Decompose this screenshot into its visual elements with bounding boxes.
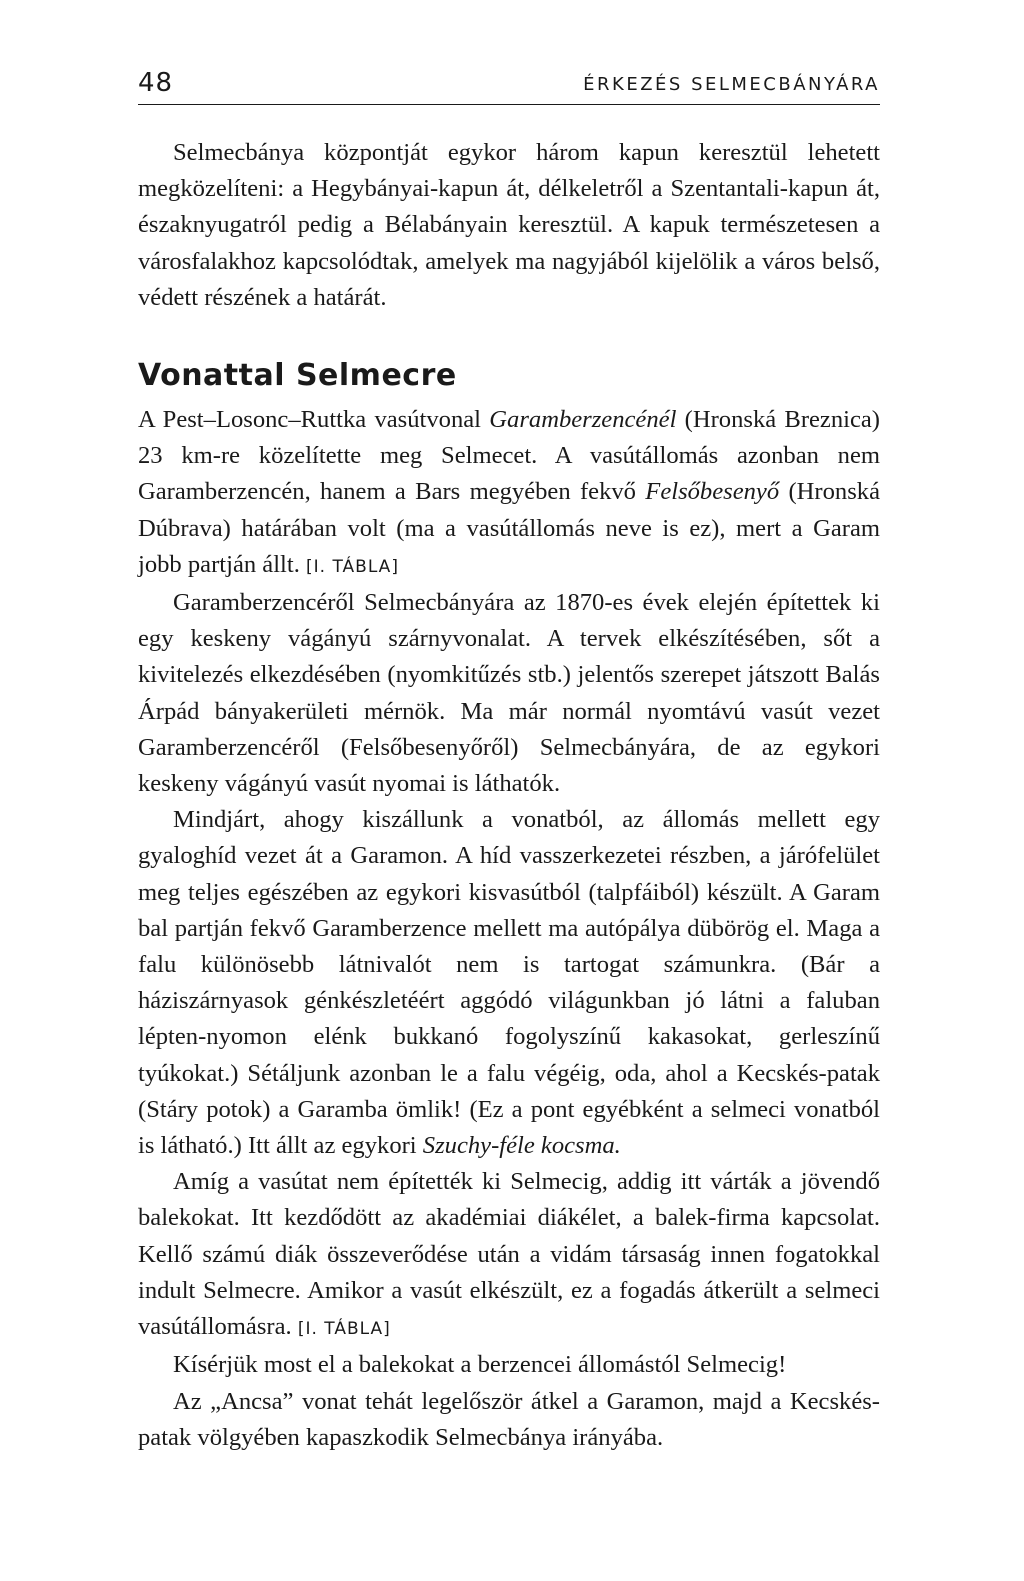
paragraph-ancsa: Az „Ancsa” vonat tehát legelőször átkel a Garamon, majd a Kecskés-patak völgyében kapaszkodik Selmecbánya irányába.: [138, 1387, 880, 1451]
paragraph-follow: Kísérjük most el a balekokat a berzencei állomástól Selmecig!: [173, 1351, 787, 1379]
paragraph-balek: [138, 1164, 880, 1347]
plate-reference: [I. TÁBLA]: [306, 556, 399, 577]
paragraph-branch-line: Garamberzencéről Selmecbányára az 1870-es évek elején építettek ki egy keskeny vágányú szárnyvonalat. A tervek elkészítésében, sőt a kivitelezés elkezdésében (nyomkitűzés stb.) jelentős szerepet játszott Balás Árpád bányakerületi mérnök. Ma már normál nyomtávú vasút vezet Garamberzencéről (Felsőbesenyőről) Selmecbányára, de az egykori keskeny vágányú vasút nyomai is láthatók.: [138, 589, 880, 798]
text-span: A Pest–Losonc–Ruttka vasútvonal: [138, 406, 490, 434]
text-span: Amíg a vasútat nem építették ki Selmecig, addig itt várták a jövendő balekokat. Itt kezdődött az akadémiai diákélet, a balek-firma kapcsolat. Kellő számú diák összeverődése után a vidám társaság innen fogatokkal indult Selmecre. Amikor a vasút elkészült, ez a fogadás átkerült a selmeci vasútállomásra.: [138, 1168, 880, 1341]
paragraph-footbridge: [138, 802, 880, 1164]
body-text: [138, 135, 880, 1456]
paragraph-railway: [138, 402, 880, 585]
paragraph-intro: Selmecbánya központját egykor három kapun keresztül lehetett megközelíteni: a Hegybányai-kapun át, délkeletről a Szentantali-kapun át, északnyugatról pedig a Bélabányain keresztül. A kapuk természetesen a városfalakhoz kapcsolódtak, amelyek ma nagyjából kijelölik a város belső, védett részének a határát.: [138, 139, 880, 311]
place-name-italic: Garamberzencénél: [489, 406, 677, 434]
text-span: (Hronská Dúbrava) határában volt (ma a vasútállomás neve is ez), mert a Garam jobb partján állt.: [138, 478, 880, 578]
page-number: 48: [138, 68, 174, 98]
running-header: [138, 70, 880, 105]
place-name-italic: Felsőbesenyő: [645, 478, 780, 506]
inn-name-italic: Szuchy-féle kocsma.: [422, 1132, 621, 1160]
text-span: Mindjárt, ahogy kiszállunk a vonatból, az állomás mellett egy gyaloghíd vezet át a Garamon. A híd vasszerkezetei részben, a járófelület meg teljes egészében az egykori kisvasútból (talpfáiból) készült. A Garam bal partján fekvő Garamberzence mellett ma autópálya dübörög el. Maga a falu különösebb látnivalót nem is tartogat számunkra. (Bár a háziszárnyasok génkészletéért aggódó világunkban jó látni a faluban lépten-nyomon elénk bukkanó fogolyszínű kakasokat, gerleszínű tyúkokat.) Sétáljunk azonban le a falu végéig, oda, ahol a Kecskés-patak (Stáry potok) a Garamba ömlik! (Ez a pont egyébként a selmeci vonatból is látható.) Itt állt az egykori: [138, 806, 880, 1160]
running-title: ÉRKEZÉS SELMECBÁNYÁRA: [583, 74, 880, 95]
book-page: [138, 70, 880, 1456]
section-heading: Vonattal Selmecre: [138, 358, 457, 394]
plate-reference: [I. TÁBLA]: [297, 1319, 391, 1340]
text-span: (Hronská Breznica) 23 km-re közelítette meg Selmecet. A vasútállomás azonban nem Garamberzencén, hanem a Bars megyében fekvő: [138, 406, 880, 506]
